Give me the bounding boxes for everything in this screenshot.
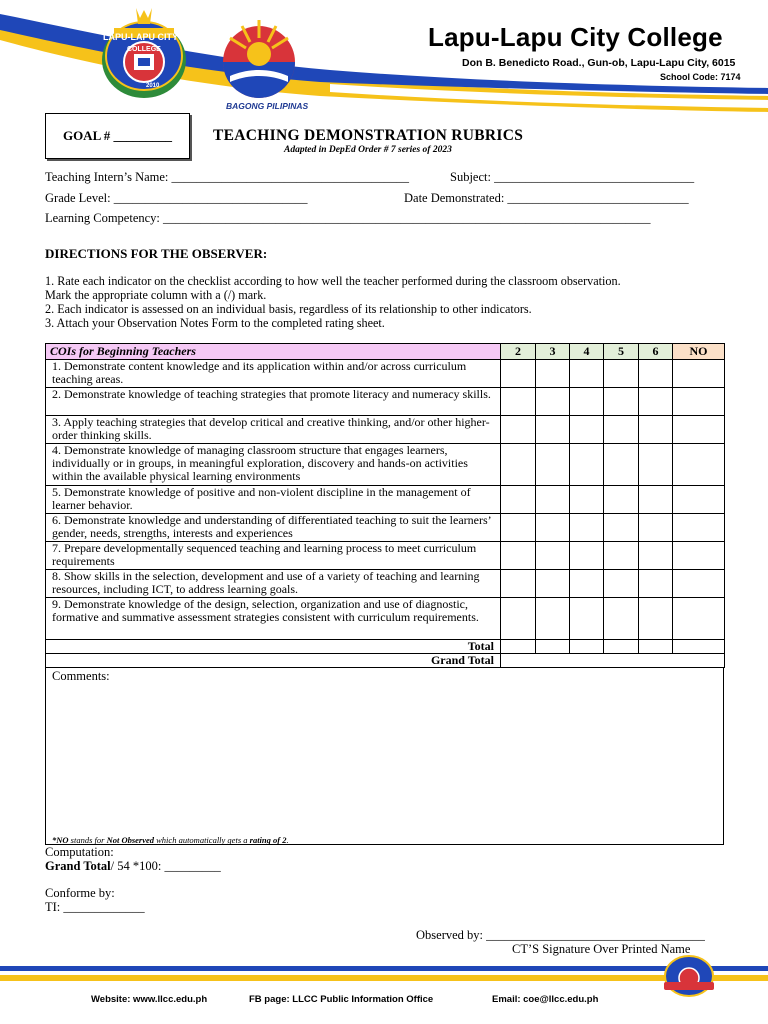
- total-cell[interactable]: [604, 640, 639, 654]
- direction-item: Mark the appropriate column with a (/) mark.: [45, 288, 267, 302]
- rating-cell[interactable]: [604, 388, 639, 416]
- indicator-text: 3. Apply teaching strategies that develop critical and creative thinking, and/or other higher-order thinking skills.: [46, 416, 501, 444]
- rating-cell[interactable]: [536, 444, 570, 486]
- grand-total-label: Grand Total: [46, 654, 501, 668]
- indicator-text: 7. Prepare developmentally sequenced teaching and learning process to meet curriculum requirements: [46, 542, 501, 570]
- rating-cell[interactable]: [673, 514, 725, 542]
- footer-fb-page[interactable]: FB page: LLCC Public Information Office: [249, 994, 434, 1005]
- table-row: [46, 570, 725, 598]
- comments-box[interactable]: [45, 667, 724, 845]
- footer-seal-logo: [660, 952, 718, 998]
- directions-heading: DIRECTIONS FOR THE OBSERVER:: [45, 246, 268, 261]
- rating-cell[interactable]: [570, 514, 604, 542]
- direction-item: 3. Attach your Observation Notes Form to the completed rating sheet.: [45, 316, 385, 330]
- formula-text: / 54 *100: _________: [110, 859, 221, 873]
- note-text: which automatically gets a: [154, 835, 250, 845]
- rating-cell[interactable]: [501, 598, 536, 640]
- rating-cell[interactable]: [536, 416, 570, 444]
- bagong-pilipinas-text: BAGONG PILIPINAS: [226, 101, 309, 111]
- indicator-text: 2. Demonstrate knowledge of teaching strategies that promote literacy and numeracy skills.: [46, 388, 501, 416]
- seal-year: 2010: [146, 83, 160, 89]
- rating-cell[interactable]: [501, 570, 536, 598]
- rating-cell[interactable]: [673, 570, 725, 598]
- rating-cell[interactable]: [673, 416, 725, 444]
- note-no: *NO: [52, 835, 69, 845]
- rating-cell[interactable]: [673, 360, 725, 388]
- rating-cell[interactable]: [501, 514, 536, 542]
- rating-cell[interactable]: [570, 570, 604, 598]
- indicator-text: 5. Demonstrate knowledge of positive and non-violent discipline in the management of learner behavior.: [46, 486, 501, 514]
- rating-cell[interactable]: [536, 486, 570, 514]
- total-cell[interactable]: [639, 640, 673, 654]
- date-demonstrated-field[interactable]: Date Demonstrated: _____________________________: [404, 191, 689, 205]
- page-subtitle: Adapted in DepEd Order # 7 series of 2023: [284, 145, 452, 155]
- table-row: [46, 514, 725, 542]
- rating-cell[interactable]: [536, 598, 570, 640]
- rating-cell[interactable]: [639, 416, 673, 444]
- seal-text-top: LAPU-LAPU CITY: [103, 32, 178, 42]
- score-column-header: 2: [501, 344, 536, 360]
- rating-cell[interactable]: [604, 416, 639, 444]
- rating-cell[interactable]: [639, 444, 673, 486]
- ti-field[interactable]: TI: _____________: [45, 900, 145, 914]
- grand-total-row: [46, 654, 725, 668]
- rating-cell[interactable]: [501, 360, 536, 388]
- goal-box[interactable]: GOAL # _________: [45, 113, 190, 159]
- rating-cell[interactable]: [570, 388, 604, 416]
- rating-cell[interactable]: [604, 542, 639, 570]
- rating-cell[interactable]: [673, 388, 725, 416]
- table-row: [46, 444, 725, 486]
- rating-cell[interactable]: [570, 598, 604, 640]
- indicator-text: 8. Show skills in the selection, development and use of a variety of teaching and learning resources, including ICT, to address learning goals.: [46, 570, 501, 598]
- rating-cell[interactable]: [673, 486, 725, 514]
- indicator-text: 1. Demonstrate content knowledge and its application within and/or across curriculum teaching areas.: [46, 360, 501, 388]
- total-cell[interactable]: [673, 640, 725, 654]
- rating-cell[interactable]: [501, 486, 536, 514]
- rating-cell[interactable]: [501, 416, 536, 444]
- grade-level-field[interactable]: Grade Level: _______________________________: [45, 191, 308, 205]
- rating-cell[interactable]: [639, 598, 673, 640]
- rating-cell[interactable]: [570, 360, 604, 388]
- rating-cell[interactable]: [570, 444, 604, 486]
- score-column-header: 4: [570, 344, 604, 360]
- not-observed-note: [52, 835, 289, 845]
- rating-cell[interactable]: [501, 444, 536, 486]
- grand-total-cell[interactable]: [501, 654, 725, 668]
- total-label: Total: [46, 640, 501, 654]
- college-seal-logo: [88, 4, 200, 102]
- comments-label: Comments:: [52, 669, 110, 683]
- indicator-text: 6. Demonstrate knowledge and understanding of differentiated teaching to suit the learners’ gender, needs, strengths, interests and experiences: [46, 514, 501, 542]
- rating-cell[interactable]: [536, 542, 570, 570]
- rating-cell[interactable]: [604, 486, 639, 514]
- table-header-row: [46, 344, 725, 360]
- college-name: Lapu-Lapu City College: [428, 22, 723, 52]
- indicator-text: 9. Demonstrate knowledge of the design, selection, organization and use of diagnostic, formative and summative assessment strategies consistent with curriculum requirements.: [46, 598, 501, 640]
- total-cell[interactable]: [501, 640, 536, 654]
- footer-stripes: [0, 966, 768, 984]
- direction-item: 1. Rate each indicator on the checklist according to how well the teacher performed during the classroom observation.: [45, 274, 621, 288]
- rating-cell[interactable]: [536, 388, 570, 416]
- page-title: TEACHING DEMONSTRATION RUBRICS: [213, 127, 524, 144]
- rating-cell[interactable]: [639, 360, 673, 388]
- rating-cell[interactable]: [536, 360, 570, 388]
- bagong-pilipinas-logo: [218, 16, 300, 102]
- rating-cell[interactable]: [639, 542, 673, 570]
- computation-formula[interactable]: [45, 859, 221, 874]
- score-column-header: 5: [604, 344, 639, 360]
- score-column-header: 6: [639, 344, 673, 360]
- score-column-header: 3: [536, 344, 570, 360]
- table-row: [46, 360, 725, 388]
- intern-name-field[interactable]: Teaching Intern’s Name: ______________________________________: [45, 170, 410, 184]
- conforme-label: Conforme by:: [45, 886, 115, 900]
- rating-cell[interactable]: [604, 598, 639, 640]
- rating-cell[interactable]: [570, 542, 604, 570]
- rating-cell[interactable]: [604, 444, 639, 486]
- rating-cell[interactable]: [673, 598, 725, 640]
- computation-label: Computation:: [45, 845, 114, 859]
- direction-item: 2. Each indicator is assessed on an individual basis, regardless of its relationship to other indicators.: [45, 302, 532, 316]
- rating-cell[interactable]: [639, 570, 673, 598]
- rating-cell[interactable]: [570, 416, 604, 444]
- rating-cell[interactable]: [501, 542, 536, 570]
- table-row: [46, 598, 725, 640]
- total-row: [46, 640, 725, 654]
- seal-text-college: COLLEGE: [127, 46, 161, 53]
- not-observed-column-header: NO: [673, 344, 725, 360]
- rating-cell[interactable]: [604, 360, 639, 388]
- signature-caption: CT’S Signature Over Printed Name: [512, 942, 691, 956]
- rating-cell[interactable]: [639, 388, 673, 416]
- observed-by-field[interactable]: Observed by: ___________________________________: [416, 928, 705, 942]
- rating-cell[interactable]: [639, 514, 673, 542]
- rating-cell[interactable]: [536, 570, 570, 598]
- coi-header: COIs for Beginning Teachers: [46, 344, 501, 360]
- grand-total-text: Grand Total: [45, 859, 111, 873]
- table-row: [46, 542, 725, 570]
- table-row: [46, 416, 725, 444]
- rating-cell[interactable]: [639, 486, 673, 514]
- note-rating: rating of 2: [249, 835, 287, 845]
- college-address: Don B. Benedicto Road., Gun-ob, Lapu-Lapu City, 6015: [462, 57, 736, 69]
- rating-cell[interactable]: [536, 514, 570, 542]
- table-row: [46, 388, 725, 416]
- note-not-observed: Not Observed: [106, 835, 155, 845]
- note-text: stands for: [68, 835, 107, 845]
- rating-cell[interactable]: [604, 570, 639, 598]
- subject-field[interactable]: Subject: ________________________________: [450, 170, 695, 184]
- total-cell[interactable]: [570, 640, 604, 654]
- rating-cell[interactable]: [673, 444, 725, 486]
- rating-cell[interactable]: [673, 542, 725, 570]
- footer-email[interactable]: Email: coe@llcc.edu.ph: [492, 994, 599, 1005]
- rating-cell[interactable]: [570, 486, 604, 514]
- school-code: School Code: 7174: [660, 72, 741, 82]
- learning-competency-field[interactable]: Learning Competency: ______________________________________________________________________________: [45, 211, 651, 225]
- rating-cell[interactable]: [604, 514, 639, 542]
- total-cell[interactable]: [536, 640, 570, 654]
- table-row: [46, 486, 725, 514]
- indicator-text: 4. Demonstrate knowledge of managing classroom structure that engages learners, individually or in groups, in meaningful exploration, discovery and hands-on activities within the available physical learning environments: [46, 444, 501, 486]
- note-text: .: [286, 835, 289, 845]
- rubric-table: [45, 343, 725, 668]
- rating-cell[interactable]: [501, 388, 536, 416]
- footer-website[interactable]: Website: www.llcc.edu.ph: [91, 994, 208, 1005]
